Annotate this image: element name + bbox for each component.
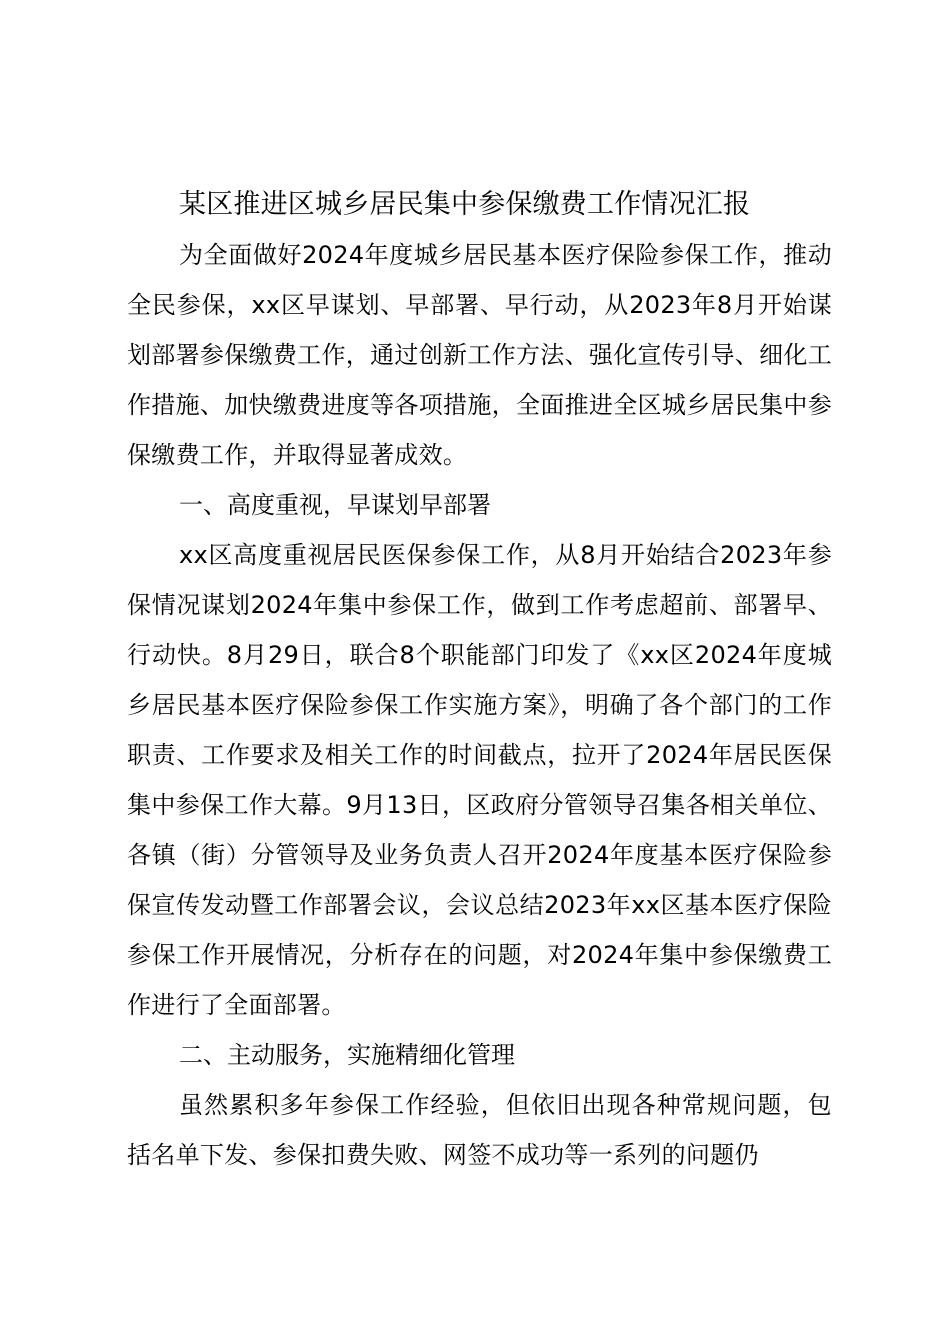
section-1-paragraph: xx区高度重视居民医保参保工作，从8月开始结合2023年参保情况谋划2024年集中参保工作，做到工作考虑超前、部署早、行动快。8月29日，联合8个职能部门印发了《xx区2024年度城乡居民基本医疗保险参保工作实施方案》，明确了各个部门的工作职责、工作要求及相关工作的时间截点，拉开了2024年居民医保集中参保工作大幕。9月13日，区政府分管领导召集各相关单位、各镇（街）分管领导及业务负责人召开2024年度基本医疗保险参保宣传发动暨工作部署会议，会议总结2023年xx区基本医疗保险参保工作开展情况，分析存在的问题，对2024年集中参保缴费工作进行了全面部署。: [127, 541, 832, 1019]
intro-paragraph: 为全面做好2024年度城乡居民基本医疗保险参保工作，推动全民参保，xx区早谋划、早部署、早行动，从2023年8月开始谋划部署参保缴费工作，通过创新工作方法、强化宣传引导、细化工作措施、加快缴费进度等各项措施，全面推进全区城乡居民集中参保缴费工作，并取得显著成效。: [127, 241, 832, 469]
document-body: [127, 180, 832, 1180]
section-2-paragraph: 虽然累积多年参保工作经验，但依旧出现各种常规问题，包括名单下发、参保扣费失败、网签不成功等一系列的问题仍: [127, 1091, 832, 1169]
document-title: 某区推进区城乡居民集中参保缴费工作情况汇报: [179, 189, 751, 220]
section-heading-1: 一、高度重视，早谋划早部署: [179, 491, 491, 519]
section-heading-2: 二、主动服务，实施精细化管理: [179, 1041, 515, 1069]
